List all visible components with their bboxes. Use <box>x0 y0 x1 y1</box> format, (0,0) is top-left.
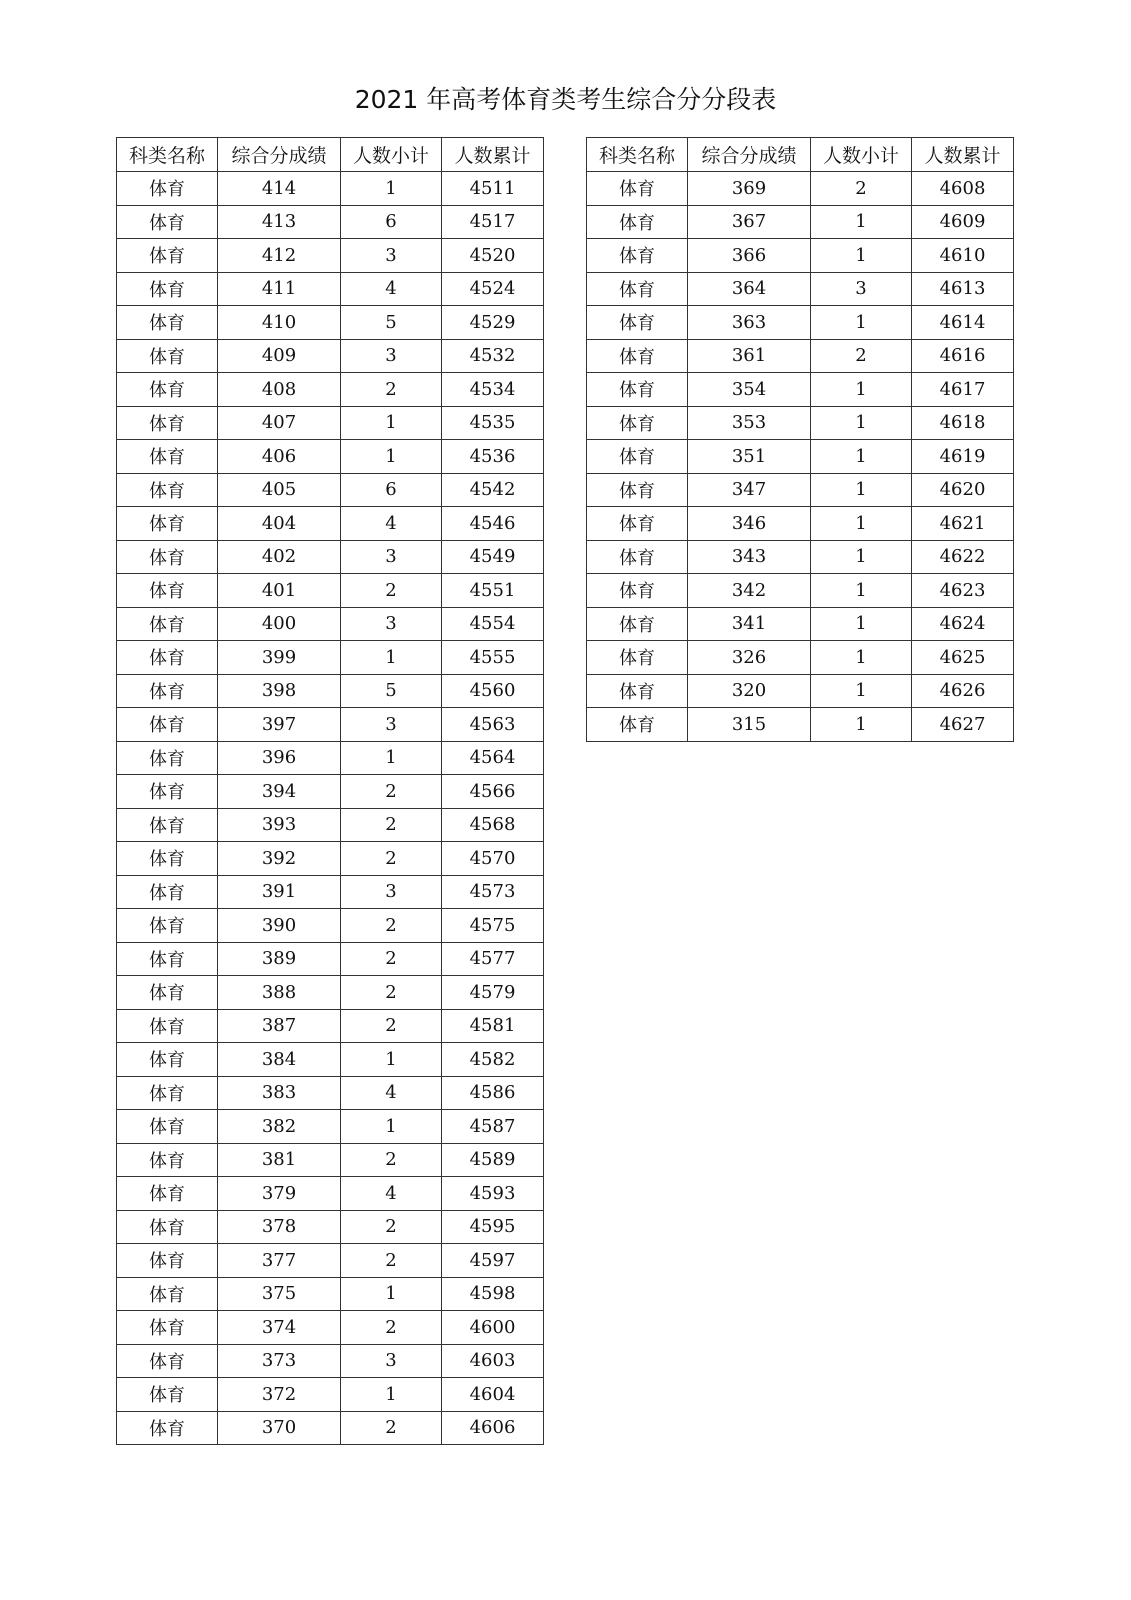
cell-category: 体育 <box>117 1043 218 1077</box>
cell-score: 397 <box>218 708 341 742</box>
cell-category: 体育 <box>117 172 218 206</box>
table-row <box>587 708 1014 742</box>
cell-cumulative: 4582 <box>442 1043 544 1077</box>
cell-score: 409 <box>218 339 341 373</box>
table-row <box>587 440 1014 474</box>
cell-cumulative: 4609 <box>912 205 1014 239</box>
cell-score: 384 <box>218 1043 341 1077</box>
cell-score: 392 <box>218 842 341 876</box>
cell-cumulative: 4604 <box>442 1378 544 1412</box>
cell-cumulative: 4529 <box>442 306 544 340</box>
cell-score: 394 <box>218 775 341 809</box>
cell-category: 体育 <box>587 239 688 273</box>
cell-cumulative: 4577 <box>442 942 544 976</box>
cell-category: 体育 <box>117 205 218 239</box>
cell-score: 315 <box>688 708 811 742</box>
cell-count: 2 <box>811 339 912 373</box>
header-score: 综合分成绩 <box>218 138 341 172</box>
cell-count: 2 <box>341 1411 442 1445</box>
table-row <box>117 1344 544 1378</box>
cell-score: 399 <box>218 641 341 675</box>
cell-score: 363 <box>688 306 811 340</box>
table-row <box>117 708 544 742</box>
cell-cumulative: 4617 <box>912 373 1014 407</box>
header-count: 人数小计 <box>341 138 442 172</box>
table-row <box>117 339 544 373</box>
table-row <box>117 1378 544 1412</box>
cell-score: 351 <box>688 440 811 474</box>
cell-count: 1 <box>341 440 442 474</box>
cell-category: 体育 <box>117 1009 218 1043</box>
cell-count: 2 <box>341 574 442 608</box>
table-row <box>117 875 544 909</box>
cell-score: 369 <box>688 172 811 206</box>
cell-score: 400 <box>218 607 341 641</box>
table-row <box>117 842 544 876</box>
cell-score: 414 <box>218 172 341 206</box>
cell-score: 346 <box>688 507 811 541</box>
table-row <box>117 741 544 775</box>
cell-cumulative: 4620 <box>912 473 1014 507</box>
cell-category: 体育 <box>117 741 218 775</box>
table-row <box>587 607 1014 641</box>
table-row <box>117 272 544 306</box>
cell-count: 3 <box>341 1344 442 1378</box>
cell-category: 体育 <box>587 272 688 306</box>
cell-category: 体育 <box>117 339 218 373</box>
cell-category: 体育 <box>117 1378 218 1412</box>
cell-category: 体育 <box>117 976 218 1010</box>
cell-score: 373 <box>218 1344 341 1378</box>
table-row <box>587 172 1014 206</box>
cell-category: 体育 <box>117 1143 218 1177</box>
table-row <box>117 1244 544 1278</box>
cell-cumulative: 4536 <box>442 440 544 474</box>
cell-category: 体育 <box>117 1110 218 1144</box>
table-row <box>117 1311 544 1345</box>
cell-count: 1 <box>811 607 912 641</box>
table-body-right <box>587 172 1014 742</box>
cell-score: 396 <box>218 741 341 775</box>
cell-count: 2 <box>341 373 442 407</box>
table-row <box>587 339 1014 373</box>
cell-cumulative: 4511 <box>442 172 544 206</box>
cell-category: 体育 <box>117 641 218 675</box>
cell-category: 体育 <box>117 239 218 273</box>
cell-score: 407 <box>218 406 341 440</box>
table-row <box>117 641 544 675</box>
cell-category: 体育 <box>587 674 688 708</box>
cell-cumulative: 4542 <box>442 473 544 507</box>
cell-cumulative: 4622 <box>912 540 1014 574</box>
cell-category: 体育 <box>117 373 218 407</box>
table-row <box>117 808 544 842</box>
cell-score: 364 <box>688 272 811 306</box>
cell-score: 388 <box>218 976 341 1010</box>
cell-category: 体育 <box>117 507 218 541</box>
cell-cumulative: 4597 <box>442 1244 544 1278</box>
table-row <box>117 976 544 1010</box>
cell-count: 1 <box>811 574 912 608</box>
table-row <box>117 574 544 608</box>
cell-score: 347 <box>688 473 811 507</box>
cell-cumulative: 4560 <box>442 674 544 708</box>
cell-score: 413 <box>218 205 341 239</box>
cell-cumulative: 4598 <box>442 1277 544 1311</box>
table-row <box>117 172 544 206</box>
cell-category: 体育 <box>117 473 218 507</box>
cell-count: 3 <box>341 607 442 641</box>
cell-category: 体育 <box>117 674 218 708</box>
cell-category: 体育 <box>587 172 688 206</box>
cell-score: 393 <box>218 808 341 842</box>
cell-category: 体育 <box>117 775 218 809</box>
cell-cumulative: 4613 <box>912 272 1014 306</box>
cell-count: 1 <box>341 172 442 206</box>
cell-score: 374 <box>218 1311 341 1345</box>
cell-score: 390 <box>218 909 341 943</box>
cell-score: 343 <box>688 540 811 574</box>
cell-category: 体育 <box>117 909 218 943</box>
cell-score: 410 <box>218 306 341 340</box>
cell-count: 3 <box>341 540 442 574</box>
table-row <box>117 1076 544 1110</box>
cell-category: 体育 <box>117 607 218 641</box>
cell-count: 1 <box>341 1277 442 1311</box>
cell-count: 5 <box>341 306 442 340</box>
cell-score: 381 <box>218 1143 341 1177</box>
cell-cumulative: 4575 <box>442 909 544 943</box>
cell-category: 体育 <box>117 708 218 742</box>
cell-score: 406 <box>218 440 341 474</box>
cell-cumulative: 4595 <box>442 1210 544 1244</box>
cell-category: 体育 <box>587 205 688 239</box>
cell-count: 1 <box>811 507 912 541</box>
cell-cumulative: 4566 <box>442 775 544 809</box>
cell-cumulative: 4563 <box>442 708 544 742</box>
cell-category: 体育 <box>117 272 218 306</box>
table-row <box>587 473 1014 507</box>
cell-cumulative: 4554 <box>442 607 544 641</box>
table-row <box>117 1177 544 1211</box>
cell-category: 体育 <box>117 942 218 976</box>
cell-cumulative: 4626 <box>912 674 1014 708</box>
cell-cumulative: 4546 <box>442 507 544 541</box>
table-row <box>117 540 544 574</box>
cell-cumulative: 4564 <box>442 741 544 775</box>
cell-score: 367 <box>688 205 811 239</box>
cell-count: 1 <box>811 406 912 440</box>
cell-score: 320 <box>688 674 811 708</box>
cell-cumulative: 4586 <box>442 1076 544 1110</box>
cell-cumulative: 4616 <box>912 339 1014 373</box>
cell-cumulative: 4621 <box>912 507 1014 541</box>
table-header-row <box>587 138 1014 172</box>
cell-count: 1 <box>341 1043 442 1077</box>
cell-category: 体育 <box>117 574 218 608</box>
table-row <box>117 674 544 708</box>
cell-count: 1 <box>341 741 442 775</box>
cell-category: 体育 <box>587 540 688 574</box>
cell-category: 体育 <box>117 842 218 876</box>
cell-count: 2 <box>341 942 442 976</box>
cell-category: 体育 <box>117 1076 218 1110</box>
table-row <box>117 306 544 340</box>
table-row <box>117 607 544 641</box>
cell-count: 1 <box>811 540 912 574</box>
cell-cumulative: 4517 <box>442 205 544 239</box>
table-row <box>117 239 544 273</box>
table-row <box>117 1210 544 1244</box>
cell-score: 326 <box>688 641 811 675</box>
cell-category: 体育 <box>117 808 218 842</box>
cell-cumulative: 4579 <box>442 976 544 1010</box>
cell-category: 体育 <box>117 406 218 440</box>
cell-score: 405 <box>218 473 341 507</box>
cell-category: 体育 <box>587 339 688 373</box>
cell-score: 366 <box>688 239 811 273</box>
cell-score: 404 <box>218 507 341 541</box>
score-table-left <box>116 137 544 1445</box>
cell-count: 1 <box>811 641 912 675</box>
cell-cumulative: 4625 <box>912 641 1014 675</box>
cell-category: 体育 <box>587 708 688 742</box>
cell-cumulative: 4603 <box>442 1344 544 1378</box>
cell-score: 354 <box>688 373 811 407</box>
cell-cumulative: 4587 <box>442 1110 544 1144</box>
cell-count: 3 <box>341 708 442 742</box>
table-row <box>587 674 1014 708</box>
cell-count: 2 <box>341 976 442 1010</box>
header-score: 综合分成绩 <box>688 138 811 172</box>
cell-score: 412 <box>218 239 341 273</box>
page-title: 2021 年高考体育类考生综合分分段表 <box>354 85 777 114</box>
cell-cumulative: 4535 <box>442 406 544 440</box>
cell-count: 2 <box>341 909 442 943</box>
table-row <box>117 406 544 440</box>
cell-cumulative: 4606 <box>442 1411 544 1445</box>
cell-count: 4 <box>341 507 442 541</box>
table-row <box>117 1277 544 1311</box>
cell-score: 391 <box>218 875 341 909</box>
cell-count: 1 <box>341 1110 442 1144</box>
table-row <box>117 373 544 407</box>
table-row <box>587 306 1014 340</box>
cell-cumulative: 4555 <box>442 641 544 675</box>
table-row <box>587 205 1014 239</box>
cell-count: 6 <box>341 473 442 507</box>
cell-cumulative: 4619 <box>912 440 1014 474</box>
cell-cumulative: 4623 <box>912 574 1014 608</box>
table-row <box>117 1110 544 1144</box>
cell-score: 401 <box>218 574 341 608</box>
cell-count: 2 <box>341 775 442 809</box>
cell-count: 2 <box>341 1311 442 1345</box>
table-row <box>587 574 1014 608</box>
cell-cumulative: 4618 <box>912 406 1014 440</box>
cell-cumulative: 4608 <box>912 172 1014 206</box>
cell-count: 6 <box>341 205 442 239</box>
cell-count: 2 <box>341 842 442 876</box>
header-count: 人数小计 <box>811 138 912 172</box>
table-row <box>587 406 1014 440</box>
cell-category: 体育 <box>117 1344 218 1378</box>
cell-score: 375 <box>218 1277 341 1311</box>
table-row <box>587 507 1014 541</box>
cell-score: 383 <box>218 1076 341 1110</box>
cell-cumulative: 4534 <box>442 373 544 407</box>
cell-count: 4 <box>341 1076 442 1110</box>
cell-category: 体育 <box>117 440 218 474</box>
cell-cumulative: 4524 <box>442 272 544 306</box>
cell-count: 2 <box>341 1009 442 1043</box>
cell-category: 体育 <box>117 1311 218 1345</box>
table-row <box>587 272 1014 306</box>
cell-score: 378 <box>218 1210 341 1244</box>
cell-count: 4 <box>341 1177 442 1211</box>
header-cumulative: 人数累计 <box>442 138 544 172</box>
cell-category: 体育 <box>587 306 688 340</box>
cell-score: 402 <box>218 540 341 574</box>
cell-count: 3 <box>341 339 442 373</box>
cell-count: 1 <box>341 406 442 440</box>
cell-category: 体育 <box>587 607 688 641</box>
cell-score: 370 <box>218 1411 341 1445</box>
cell-count: 2 <box>341 1210 442 1244</box>
cell-cumulative: 4573 <box>442 875 544 909</box>
cell-cumulative: 4627 <box>912 708 1014 742</box>
cell-score: 398 <box>218 674 341 708</box>
header-category: 科类名称 <box>587 138 688 172</box>
cell-count: 1 <box>811 306 912 340</box>
cell-score: 342 <box>688 574 811 608</box>
cell-score: 387 <box>218 1009 341 1043</box>
table-row <box>587 239 1014 273</box>
table-row <box>117 507 544 541</box>
table-body-left <box>117 172 544 1445</box>
cell-category: 体育 <box>117 540 218 574</box>
score-table-right <box>586 137 1014 742</box>
cell-cumulative: 4551 <box>442 574 544 608</box>
cell-category: 体育 <box>117 1244 218 1278</box>
header-category: 科类名称 <box>117 138 218 172</box>
cell-cumulative: 4624 <box>912 607 1014 641</box>
cell-score: 382 <box>218 1110 341 1144</box>
cell-count: 1 <box>811 708 912 742</box>
cell-cumulative: 4520 <box>442 239 544 273</box>
table-row <box>117 1143 544 1177</box>
cell-category: 体育 <box>117 875 218 909</box>
cell-cumulative: 4614 <box>912 306 1014 340</box>
cell-cumulative: 4593 <box>442 1177 544 1211</box>
cell-count: 3 <box>811 272 912 306</box>
cell-count: 1 <box>811 473 912 507</box>
cell-count: 2 <box>811 172 912 206</box>
cell-category: 体育 <box>117 1411 218 1445</box>
cell-score: 353 <box>688 406 811 440</box>
cell-count: 2 <box>341 1143 442 1177</box>
cell-category: 体育 <box>587 440 688 474</box>
cell-score: 411 <box>218 272 341 306</box>
cell-cumulative: 4532 <box>442 339 544 373</box>
table-row <box>117 440 544 474</box>
cell-count: 3 <box>341 875 442 909</box>
cell-score: 372 <box>218 1378 341 1412</box>
cell-category: 体育 <box>587 641 688 675</box>
cell-category: 体育 <box>587 473 688 507</box>
cell-count: 1 <box>341 1378 442 1412</box>
table-row <box>587 373 1014 407</box>
table-row <box>587 641 1014 675</box>
cell-count: 1 <box>811 440 912 474</box>
cell-score: 361 <box>688 339 811 373</box>
cell-count: 1 <box>811 239 912 273</box>
table-row <box>117 473 544 507</box>
table-header-row <box>117 138 544 172</box>
cell-category: 体育 <box>117 1177 218 1211</box>
cell-count: 2 <box>341 808 442 842</box>
table-row <box>117 909 544 943</box>
cell-count: 4 <box>341 272 442 306</box>
cell-count: 1 <box>811 205 912 239</box>
cell-cumulative: 4581 <box>442 1009 544 1043</box>
table-row <box>117 1009 544 1043</box>
cell-count: 3 <box>341 239 442 273</box>
cell-cumulative: 4610 <box>912 239 1014 273</box>
cell-count: 1 <box>811 373 912 407</box>
cell-score: 377 <box>218 1244 341 1278</box>
cell-score: 408 <box>218 373 341 407</box>
cell-score: 389 <box>218 942 341 976</box>
cell-category: 体育 <box>587 406 688 440</box>
cell-cumulative: 4600 <box>442 1311 544 1345</box>
cell-count: 2 <box>341 1244 442 1278</box>
cell-cumulative: 4589 <box>442 1143 544 1177</box>
cell-cumulative: 4568 <box>442 808 544 842</box>
cell-category: 体育 <box>587 507 688 541</box>
table-row <box>117 775 544 809</box>
table-row <box>117 205 544 239</box>
cell-category: 体育 <box>117 1277 218 1311</box>
header-cumulative: 人数累计 <box>912 138 1014 172</box>
cell-category: 体育 <box>117 306 218 340</box>
cell-cumulative: 4570 <box>442 842 544 876</box>
cell-cumulative: 4549 <box>442 540 544 574</box>
table-row <box>117 942 544 976</box>
cell-category: 体育 <box>587 574 688 608</box>
cell-category: 体育 <box>117 1210 218 1244</box>
table-row <box>117 1043 544 1077</box>
table-row <box>587 540 1014 574</box>
cell-score: 379 <box>218 1177 341 1211</box>
cell-count: 5 <box>341 674 442 708</box>
cell-count: 1 <box>341 641 442 675</box>
table-row <box>117 1411 544 1445</box>
cell-count: 1 <box>811 674 912 708</box>
cell-category: 体育 <box>587 373 688 407</box>
cell-score: 341 <box>688 607 811 641</box>
